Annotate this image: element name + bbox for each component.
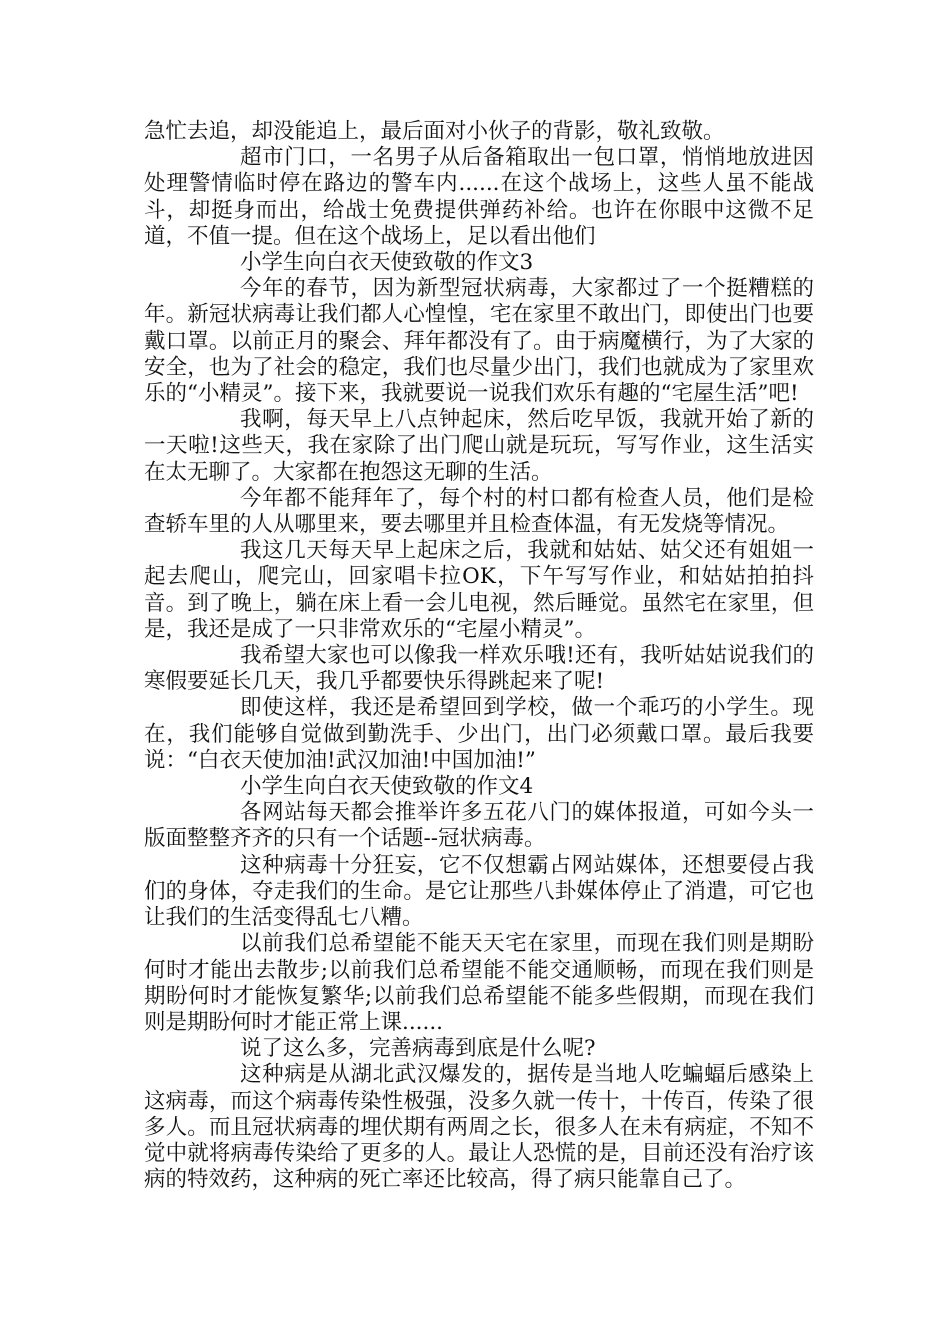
paragraph: 我这几天每天早上起床之后，我就和姑姑、姑父还有姐姐一起去爬山，爬完山，回家唱卡拉OK，下午写写作业，和姑姑拍拍抖音。到了晚上，躺在床上看一会儿电视，然后睡觉。虽然宅在家里，但是，我还是成了一只非常欢乐的“宅屋小精灵”。 <box>144 538 814 642</box>
paragraph: 说了这么多，完善病毒到底是什么呢? <box>240 1036 596 1062</box>
document-page <box>144 119 814 1193</box>
paragraph: 我希望大家也可以像我一样欢乐哦!还有，我听姑姑说我们的寒假要延长几天，我几乎都要快乐得跳起来了呢! <box>144 643 814 695</box>
paragraph: 以前我们总希望能不能天天宅在家里，而现在我们则是期盼何时才能出去散步;以前我们总希望能不能交通顺畅，而现在我们则是期盼何时才能恢复繁华;以前我们总希望能不能多些假期，而现在我们则是期盼何时才能正常上课...... <box>144 931 814 1035</box>
paragraph: 今年都不能拜年了，每个村的村口都有检查人员，他们是检查轿车里的人从哪里来，要去哪里并且检查体温，有无发烧等情况。 <box>144 485 814 538</box>
paragraph: 各网站每天都会推举许多五花八门的媒体报道，可如今头一版面整整齐齐的只有一个话题--冠状病毒。 <box>144 800 814 852</box>
paragraph: 急忙去追，却没能追上，最后面对小伙子的背影，敬礼致敬。 <box>144 119 725 144</box>
paragraph: 这种病毒十分狂妄，它不仅想霸占网站媒体，还想要侵占我们的身体，夺走我们的生命。是它让那些八卦媒体停止了消遣，可它也让我们的生活变得乱七八糟。 <box>144 852 814 931</box>
paragraph: 我啊，每天早上八点钟起床，然后吃早饭，我就开始了新的一天啦!这些天，我在家除了出门爬山就是玩玩，写写作业，这生活实在太无聊了。大家都在抱怨这无聊的生活。 <box>144 407 814 485</box>
paragraph: 即使这样，我还是希望回到学校，做一个乖巧的小学生。现在，我们能够自觉做到勤洗手、少出门，出门必须戴口罩。最后我要说：“白衣天使加油!武汉加油!中国加油!” <box>144 695 814 773</box>
paragraph: 超市门口，一名男子从后备箱取出一包口罩，悄悄地放进因处理警情临时停在路边的警车内......在这个战场上，这些人虽不能战斗，却挺身而出，给战士免费提供弹药补给。也许在你眼中这微不足道，不值一提。但在这个战场上，足以看出他们 <box>144 145 814 249</box>
paragraph: 这种病是从湖北武汉爆发的，据传是当地人吃蝙蝠后感染上这病毒，而这个病毒传染性极强，没多久就一传十，十传百，传染了很多人。而且冠状病毒的埋伏期有两周之长，很多人在未有病症，不知不觉中就将病毒传染给了更多的人。最让人恐慌的是，目前还没有治疗该病的特效药，这种病的死亡率还比较高，得了病只能靠自己了。 <box>144 1062 814 1193</box>
section-heading: 小学生向白衣天使致敬的作文3 <box>240 250 534 276</box>
paragraph: 今年的春节，因为新型冠状病毒，大家都过了一个挺糟糕的年。新冠状病毒让我们都人心惶惶，宅在家里不敢出门，即使出门也要戴口罩。以前正月的聚会、拜年都没有了。由于病魔横行，为了大家的安全，也为了社会的稳定，我们也尽量少出门，我们也就成为了家里欢乐的“小精灵”。接下来，我就要说一说我们欢乐有趣的“宅屋生活”吧! <box>144 276 814 407</box>
section-heading: 小学生向白衣天使致敬的作文4 <box>240 774 534 800</box>
